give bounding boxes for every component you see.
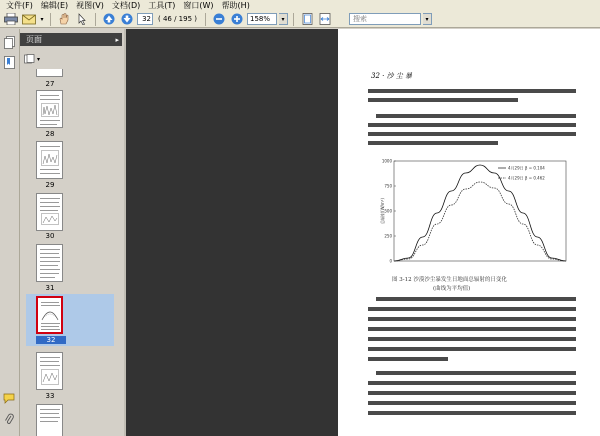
arrow-down-icon [121,13,133,25]
hand-tool-button[interactable] [56,12,72,26]
text-line [368,347,576,351]
page-number-input[interactable]: 32 [137,13,153,25]
page-count-label: ( 46 / 195 ) [158,15,197,23]
zoom-out-icon [213,13,225,25]
next-page-button[interactable] [119,12,135,26]
navigation-tab-strip [0,29,20,436]
y-axis-label: 总辐射(W/m²) [380,198,385,224]
toolbar [0,11,600,28]
attachments-tab[interactable] [2,412,17,427]
text-line [368,132,576,136]
zoom-input[interactable]: 158% [247,13,277,25]
pages-tab[interactable] [2,35,17,50]
text-line [368,391,576,395]
text-line [376,114,576,118]
thumbnail-page[interactable] [36,352,63,390]
text-line [368,123,576,127]
email-button[interactable] [21,12,37,26]
thumbnail-page-selected[interactable] [36,296,63,334]
toolbar-separator [205,13,206,26]
fit-width-icon [319,13,331,25]
text-line [368,89,576,93]
figure-caption: 图 3-12 沙漠沙尘暴发生日地面总辐射的日变化 [392,277,507,283]
toolbar-separator [293,13,294,26]
menu-file[interactable]: 文件(F) [6,1,33,10]
options-dropdown-icon: ▾ [37,55,41,63]
pdf-page [338,29,600,436]
bookmarks-tab[interactable] [2,55,17,70]
search-input[interactable]: 搜索 [349,13,421,25]
search-dropdown-button[interactable]: ▾ [423,13,432,25]
thumbnail-label: 33 [45,392,55,400]
text-line [368,381,576,385]
email-dropdown[interactable]: ▾ [40,15,44,23]
chart-legend [498,165,545,181]
y-tick-label: 750 [384,183,392,189]
text-line [368,357,448,361]
toolbar-separator [95,13,96,26]
text-line [368,98,518,102]
toolbar-separator [50,13,51,26]
email-icon [22,13,36,25]
thumbnail-page[interactable] [36,404,63,436]
hand-icon [58,13,70,25]
y-tick-label: 1000 [381,159,392,164]
panel-title: 页面 [26,35,42,44]
menu-view[interactable]: 视图(V) [76,1,104,10]
thumbnail-label: 28 [45,130,55,138]
arrow-up-icon [103,13,115,25]
text-line [368,401,576,405]
pages-panel [20,29,124,436]
panel-header [20,33,122,46]
fit-width-button[interactable] [317,12,333,26]
select-tool-button[interactable] [74,12,90,26]
text-line [376,371,576,375]
zoom-in-button[interactable] [229,12,245,26]
y-tick-label: 500 [384,208,392,214]
menu-window[interactable]: 窗口(W) [183,1,214,10]
thumbnail-page[interactable] [36,193,63,231]
running-head: 32 · 沙 尘 暴 [371,72,413,80]
thumbnail-page[interactable] [36,244,63,282]
menu-tools[interactable]: 工具(T) [148,1,176,10]
fit-page-button[interactable] [299,12,315,26]
print-button[interactable] [3,12,19,26]
previous-page-button[interactable] [101,12,117,26]
panel-close-icon[interactable]: ▸ [115,35,119,44]
thumbnail-label: 31 [45,284,55,292]
fit-page-icon [302,13,313,25]
legend-entry: 4月29日 β = 0.462 [508,175,545,181]
thumbnail-list [20,69,114,436]
thumbnail-label-selected: 32 [36,336,66,344]
figure-subcaption: (曲线为平均值) [433,286,471,292]
text-line [368,327,576,331]
text-line [368,337,576,341]
panel-options-button[interactable] [24,54,40,64]
thumbnail-page[interactable] [36,69,63,77]
text-line [368,317,576,321]
zoom-out-button[interactable] [211,12,227,26]
text-line [376,297,576,301]
text-select-icon [76,13,88,25]
bookmarks-icon [4,56,15,69]
text-line [368,411,576,415]
document-area [126,29,600,436]
menu-edit[interactable]: 编辑(E) [40,1,69,10]
paperclip-icon [4,413,15,426]
pages-icon [4,36,15,49]
thumbnail-label: 29 [45,181,55,189]
series-line [394,182,566,261]
y-tick-label: 0 [389,258,392,264]
y-tick-label: 250 [384,233,392,239]
thumbnail-label: 27 [45,80,55,88]
menu-document[interactable]: 文档(D) [111,1,141,10]
options-icon [24,54,35,64]
radiation-chart [378,159,568,271]
legend-entry: 4月29日 β = 0.104 [508,165,545,171]
text-line [368,141,498,145]
comments-icon [3,393,16,404]
comments-tab[interactable] [2,391,17,406]
thumbnail-label: 30 [45,232,55,240]
zoom-dropdown-button[interactable]: ▾ [279,13,288,25]
text-line [368,307,576,311]
zoom-in-icon [231,13,243,25]
menu-help[interactable]: 帮助(H) [221,1,250,10]
thumbnail-page[interactable] [36,90,63,128]
printer-icon [4,13,18,25]
thumbnail-page[interactable] [36,141,63,179]
menubar [0,0,600,11]
